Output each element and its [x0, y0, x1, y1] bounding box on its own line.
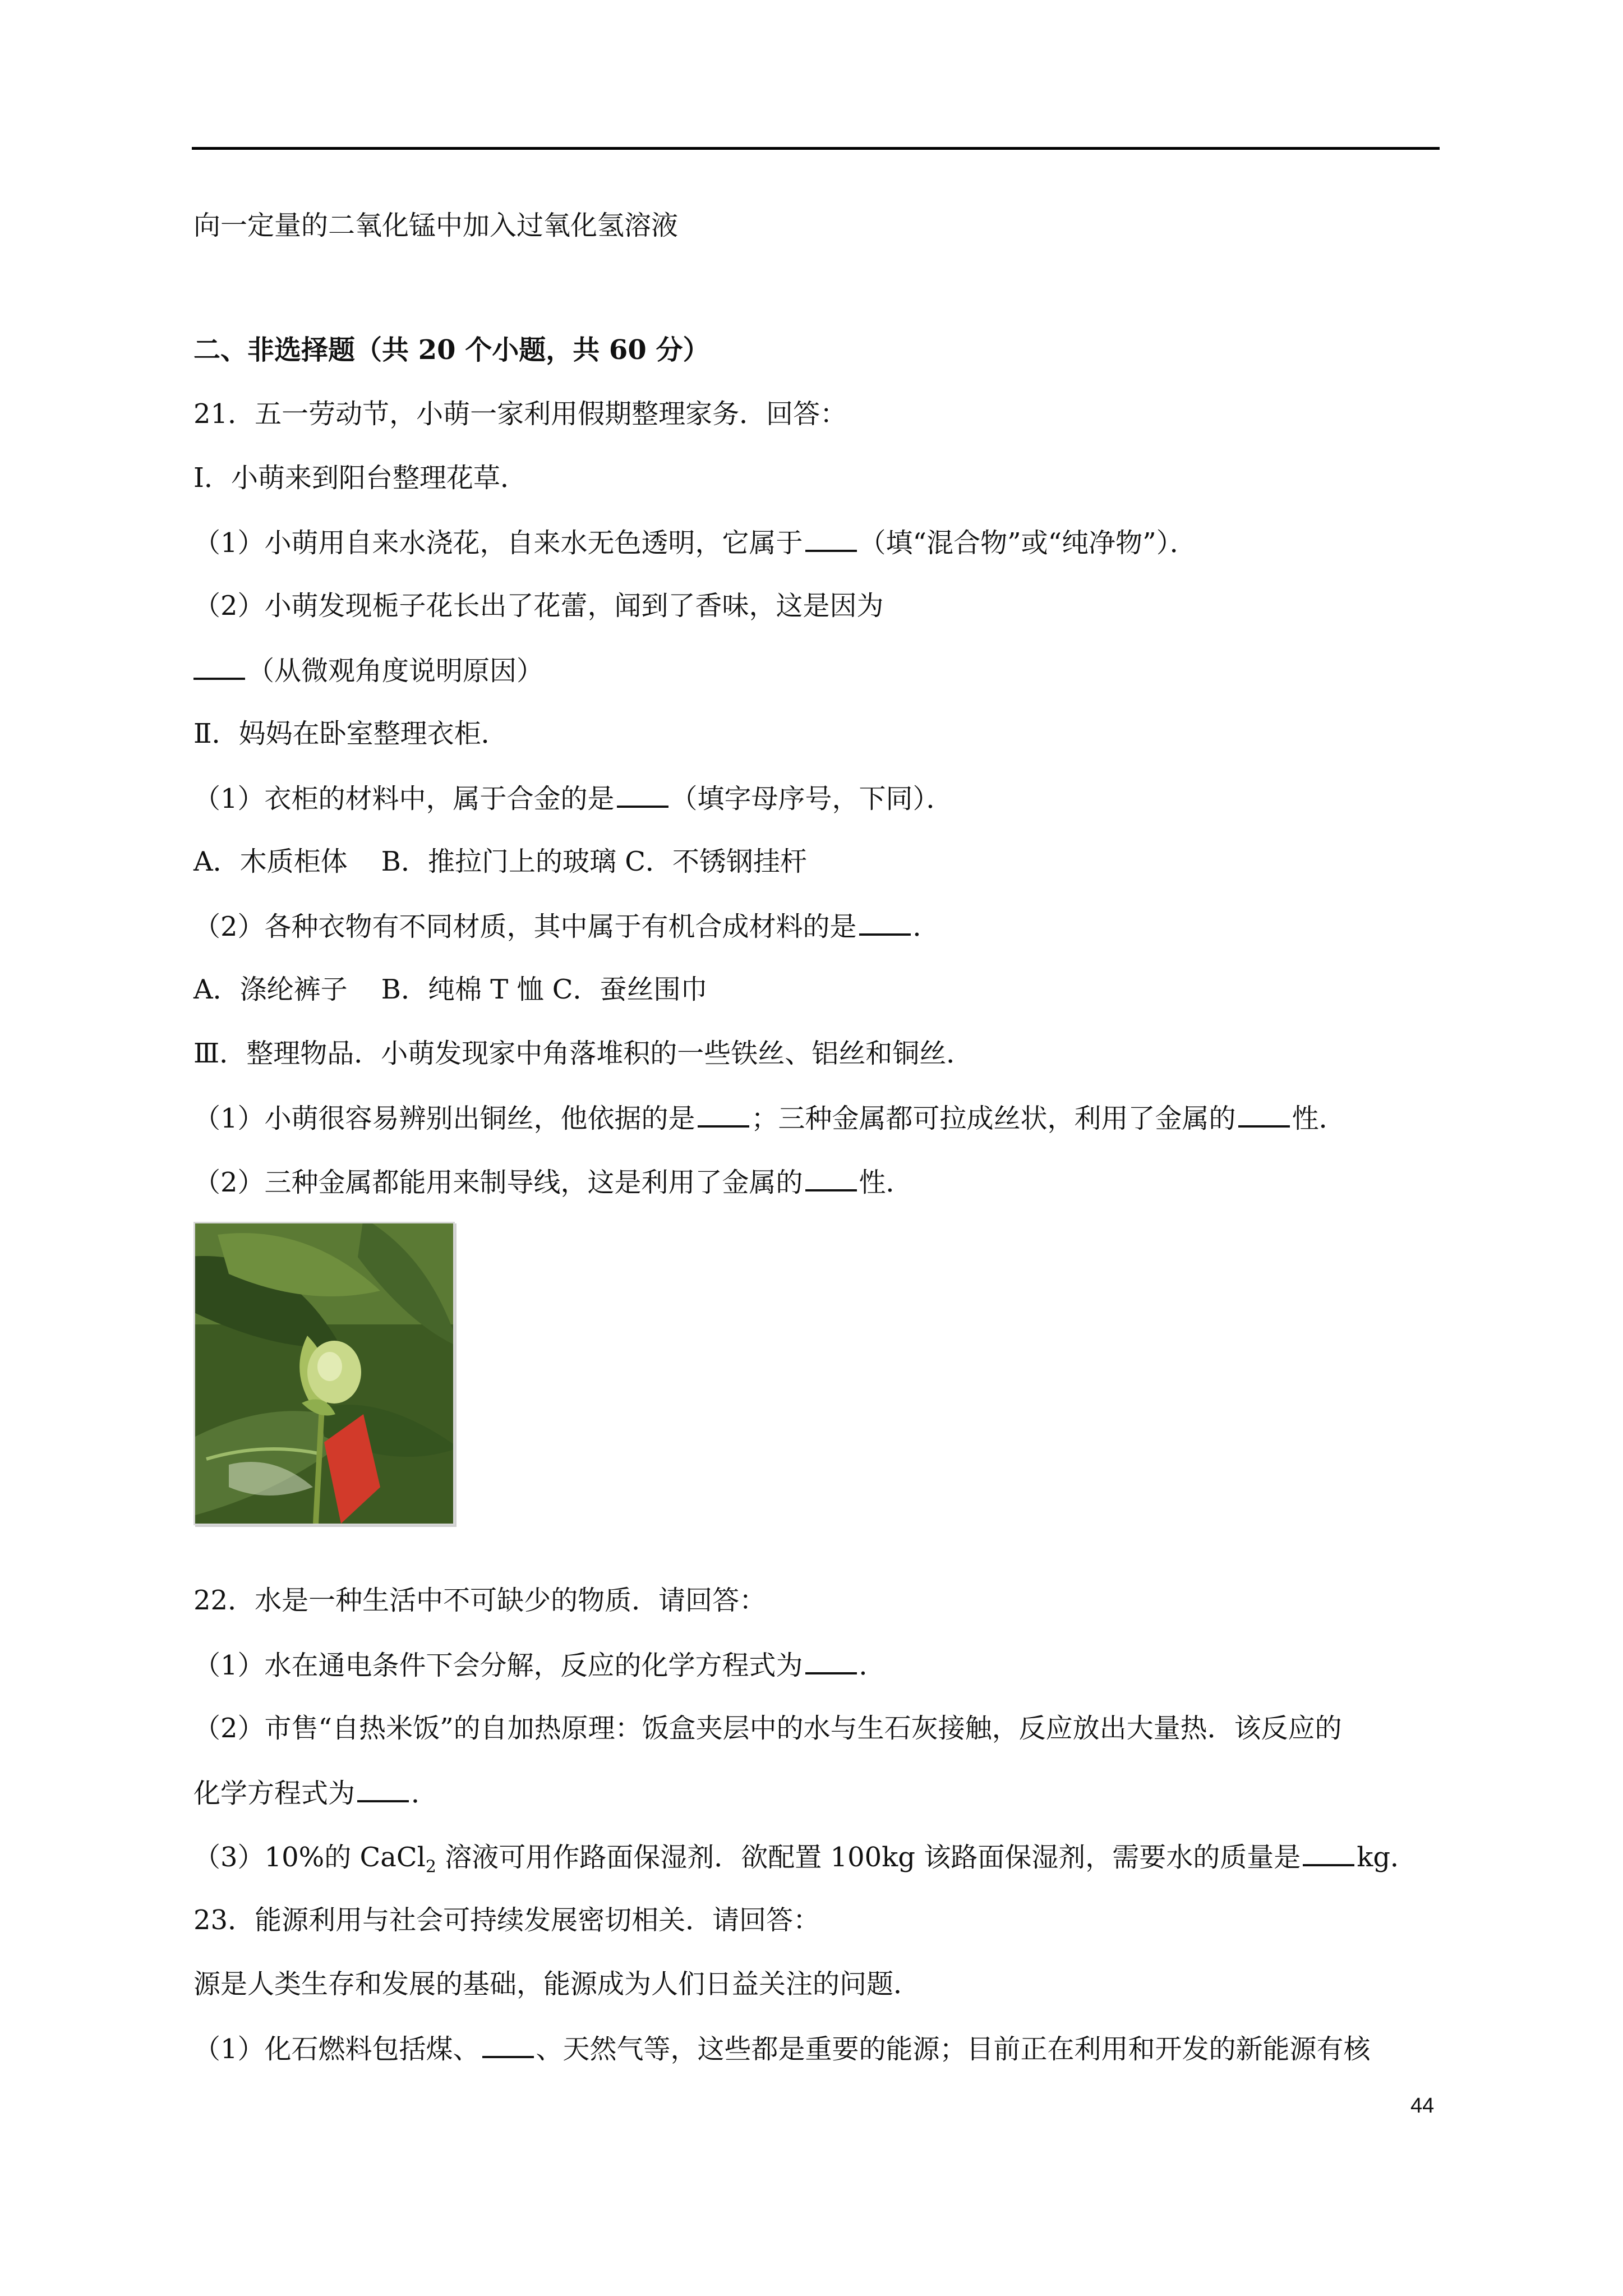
q22-q1 [193, 1648, 886, 1682]
q21-part1-title: Ⅰ．小萌来到阳台整理花草． [193, 462, 527, 494]
q23-stem: 23．能源利用与社会可持续发展密切相关．请回答： [193, 1904, 820, 1936]
q21-p3-q1 [193, 1101, 1346, 1135]
text: （从微观角度说明原因） [247, 655, 544, 687]
subscript: 2 [425, 1857, 437, 1877]
text: ． [912, 911, 940, 942]
text: ． [859, 1650, 886, 1681]
q21-part3-title: Ⅲ．整理物品．小萌发现家中角落堆积的一些铁丝、铝丝和铜丝． [193, 1038, 974, 1069]
option-bc: B．纯棉 T 恤 C．蚕丝围巾 [381, 974, 708, 1005]
q21-stem: 21．五一劳动节，小萌一家利用假期整理家务．回答： [193, 398, 847, 430]
option-a: A．涤纶裤子 [193, 974, 348, 1005]
text: （2）各种衣物有不同材质，其中属于有机合成材料的是 [193, 911, 857, 942]
text: 化学方程式为 [193, 1778, 356, 1809]
text: （1）小萌很容易辨别出铜丝，他依据的是 [193, 1103, 695, 1134]
answer-blank[interactable] [482, 2031, 534, 2058]
q21-p3-q2 [193, 1165, 913, 1199]
q21-p1-q1 [193, 525, 1197, 560]
text: 、天然气等，这些都是重要的能源；目前正在利用和开发的新能源有核 [536, 2033, 1371, 2065]
top-text: 向一定量的二氧化锰中加入过氧化氢溶液 [193, 210, 679, 241]
q21-part2-title: Ⅱ．妈妈在卧室整理衣柜． [193, 718, 508, 749]
answer-blank[interactable] [617, 781, 668, 808]
text: ． [411, 1778, 439, 1809]
text: （填字母序号，下同）． [670, 783, 953, 815]
section-heading: 二、非选择题（共 20 个小题，共 60 分） [193, 334, 710, 366]
answer-blank[interactable] [1238, 1101, 1290, 1128]
text: （3）10%的 CaCl [193, 1842, 426, 1873]
q21-p2-q1-options [193, 845, 807, 878]
text: ；三种金属都可拉成丝状，利用了金属的 [751, 1103, 1236, 1134]
q21-p1-q2: （2）小萌发现栀子花长出了花蕾，闻到了香味，这是因为 [193, 590, 884, 622]
gardenia-illustration [195, 1223, 453, 1524]
answer-blank[interactable] [805, 1648, 857, 1674]
q21-p2-q1 [193, 781, 953, 816]
q22-q3 [193, 1839, 1417, 1884]
q23-intro: 源是人类生存和发展的基础，能源成为人们日益关注的问题． [193, 1968, 921, 2000]
option-bc: B．推拉门上的玻璃 C．不锈钢挂杆 [381, 846, 807, 877]
answer-blank[interactable] [698, 1101, 749, 1128]
q21-p1-q2-cont [193, 653, 543, 688]
answer-blank[interactable] [1303, 1839, 1354, 1866]
text: （1）衣柜的材料中，属于合金的是 [193, 783, 615, 815]
answer-blank[interactable] [859, 909, 911, 936]
answer-blank[interactable] [193, 653, 245, 680]
answer-blank[interactable] [805, 525, 857, 552]
q22-q2-line1: （2）市售“自热米饭”的自加热原理：饭盒夹层中的水与生石灰接触，反应放出大量热．该反应的 [193, 1713, 1342, 1744]
answer-blank[interactable] [805, 1165, 857, 1191]
q22-q2-line2 [193, 1775, 438, 1810]
text: 溶液可用作路面保湿剂．欲配置 100kg 该路面保湿剂，需要水的质量是 [436, 1842, 1301, 1873]
q22-stem: 22．水是一种生活中不可缺少的物质．请回答： [193, 1585, 767, 1616]
q23-q1 [193, 2031, 1371, 2066]
gardenia-bud-photo [193, 1222, 455, 1525]
answer-blank[interactable] [357, 1775, 409, 1802]
text: （1）化石燃料包括煤、 [193, 2033, 480, 2065]
page-number: 44 [1410, 2094, 1435, 2118]
q21-p2-q2 [193, 909, 940, 944]
text: kg． [1357, 1842, 1418, 1873]
text: 性． [859, 1167, 913, 1198]
text: （2）三种金属都能用来制导线，这是利用了金属的 [193, 1167, 803, 1198]
q21-p2-q2-options [193, 973, 707, 1006]
text: （1）小萌用自来水浇花，自来水无色透明，它属于 [193, 527, 803, 559]
header-rule [192, 147, 1440, 150]
text: （1）水在通电条件下会分解，反应的化学方程式为 [193, 1650, 803, 1681]
text: （填“混合物”或“纯净物”）． [859, 527, 1197, 559]
option-a: A．木质柜体 [193, 846, 348, 877]
text: 性． [1292, 1103, 1346, 1134]
